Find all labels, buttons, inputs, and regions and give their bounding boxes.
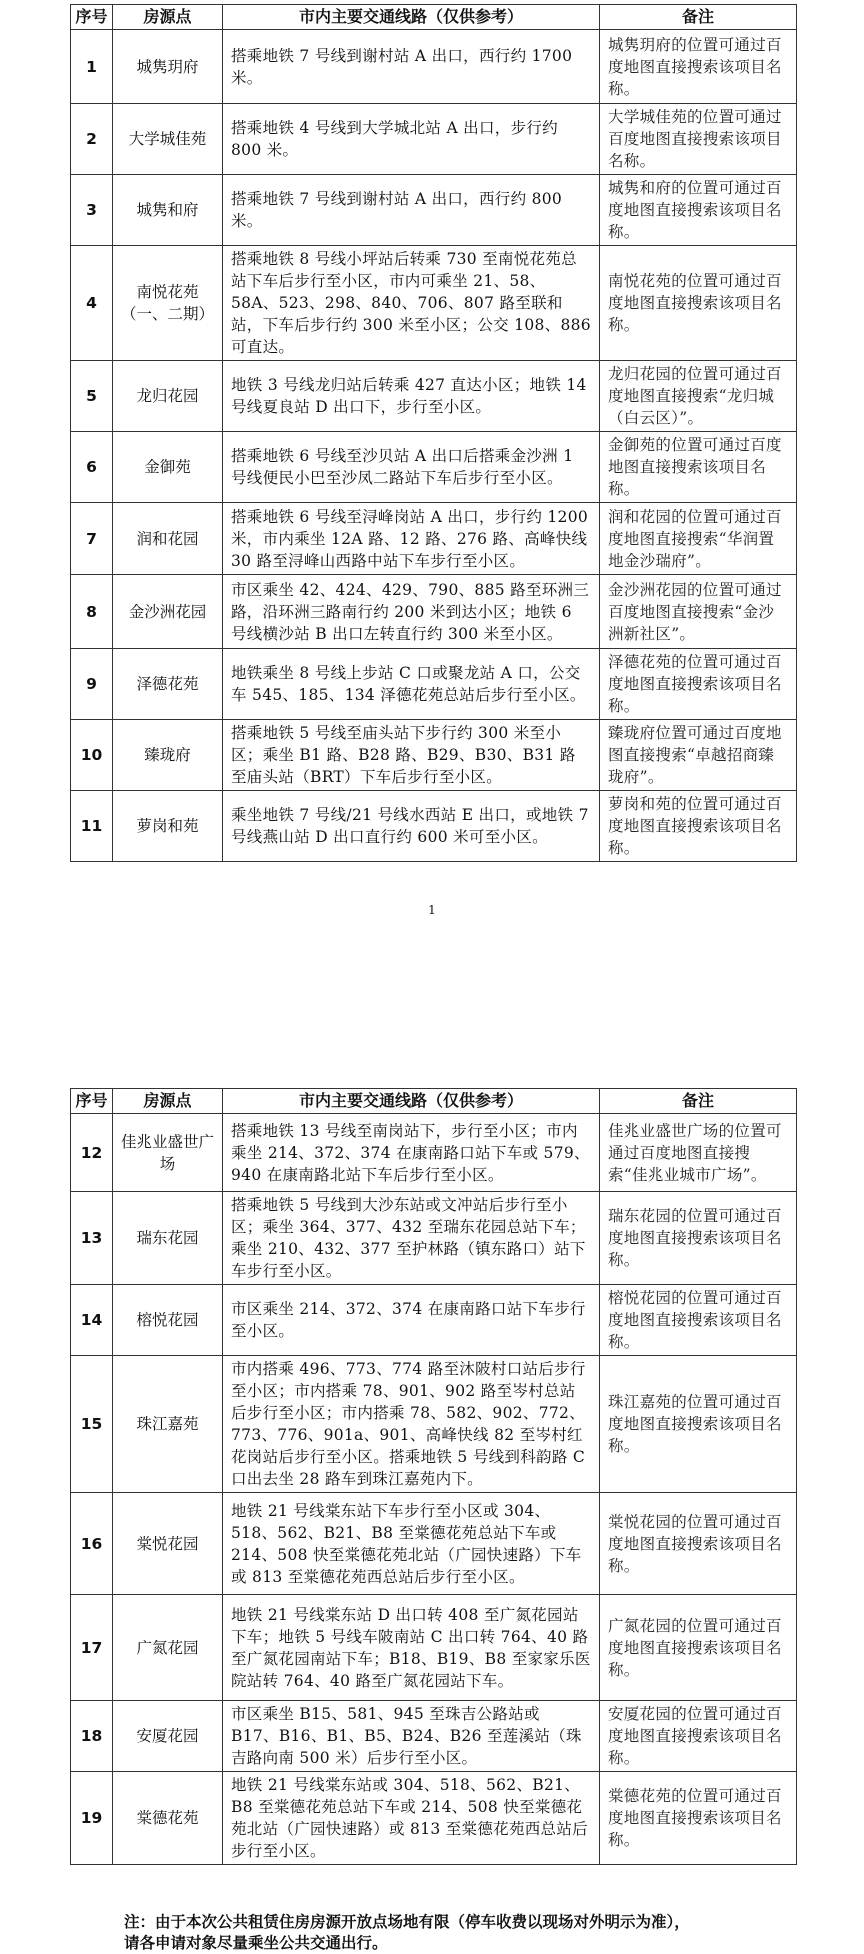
cell-housing-name: 佳兆业盛世广场 bbox=[113, 1114, 223, 1192]
cell-no: 7 bbox=[71, 503, 113, 575]
table-row bbox=[71, 1595, 797, 1701]
cell-housing-name: 泽德花苑 bbox=[113, 649, 223, 720]
table-row bbox=[71, 432, 797, 503]
table-row bbox=[71, 575, 797, 649]
cell-note: 大学城佳苑的位置可通过百度地图直接搜索该项目名称。 bbox=[600, 104, 797, 175]
header-name: 房源点 bbox=[113, 5, 223, 30]
cell-no: 4 bbox=[71, 246, 113, 361]
cell-note: 泽德花苑的位置可通过百度地图直接搜索该项目名称。 bbox=[600, 649, 797, 720]
cell-route: 地铁乘坐 8 号线上步站 C 口或聚龙站 A 口，公交车 545、185、134 泽德花苑总站后步行至小区。 bbox=[223, 649, 600, 720]
cell-route: 市区乘坐 B15、581、945 至珠吉公路站或 B17、B16、B1、B5、B24、B26 至莲溪站（珠吉路向南 500 米）后步行至小区。 bbox=[223, 1701, 600, 1772]
cell-route: 搭乘地铁 5 号线到大沙东站或文冲站后步行至小区；乘坐 364、377、432 至瑞东花园总站下车；乘坐 210、432、377 至护林路（镇东路口）站下车步行至小区。 bbox=[223, 1192, 600, 1285]
cell-housing-name: 萝岗和苑 bbox=[113, 791, 223, 862]
cell-route: 搭乘地铁 6 号线至浔峰岗站 A 出口，步行约 1200 米，市内乘坐 12A 路、12 路、276 路、高峰快线 30 路至浔峰山西路中站下车步行至小区。 bbox=[223, 503, 600, 575]
cell-no: 6 bbox=[71, 432, 113, 503]
table-row bbox=[71, 1285, 797, 1356]
table-row bbox=[71, 1772, 797, 1865]
header-name: 房源点 bbox=[113, 1089, 223, 1114]
table-row bbox=[71, 503, 797, 575]
page-number: 1 bbox=[428, 903, 436, 917]
header-route: 市内主要交通线路（仅供参考） bbox=[223, 5, 600, 30]
cell-note: 润和花园的位置可通过百度地图直接搜索“华润置地金沙瑞府”。 bbox=[600, 503, 797, 575]
page-2 bbox=[0, 1088, 864, 1865]
table-header-row bbox=[71, 5, 797, 30]
header-note: 备注 bbox=[600, 1089, 797, 1114]
table-row bbox=[71, 1356, 797, 1493]
page-1 bbox=[0, 0, 864, 917]
table-row bbox=[71, 649, 797, 720]
cell-note: 龙归花园的位置可通过百度地图直接搜索“龙归城（白云区）”。 bbox=[600, 361, 797, 432]
cell-route: 搭乘地铁 6 号线至沙贝站 A 出口后搭乘金沙洲 1 号线便民小巴至沙凤二路站下车后步行至小区。 bbox=[223, 432, 600, 503]
cell-note: 金沙洲花园的位置可通过百度地图直接搜索“金沙洲新社区”。 bbox=[600, 575, 797, 649]
header-note: 备注 bbox=[600, 5, 797, 30]
cell-no: 19 bbox=[71, 1772, 113, 1865]
cell-no: 13 bbox=[71, 1192, 113, 1285]
footnote-line-1: 注：由于本次公共租赁住房房源开放点场地有限（停车收费以现场对外明示为准）， bbox=[124, 1913, 690, 1931]
cell-housing-name: 安厦花园 bbox=[113, 1701, 223, 1772]
cell-housing-name: 龙归花园 bbox=[113, 361, 223, 432]
cell-no: 11 bbox=[71, 791, 113, 862]
table-row bbox=[71, 361, 797, 432]
housing-table-page2 bbox=[70, 1088, 797, 1865]
cell-route: 搭乘地铁 8 号线小坪站后转乘 730 至南悦花苑总站下车后步行至小区，市内可乘坐 21、58、58A、523、298、840、706、807 路至联和站，下车后步行约 300 米至小区；公交 108、886 可直达。 bbox=[223, 246, 600, 361]
table-row bbox=[71, 1192, 797, 1285]
footnote-line-2: 请各申请对象尽量乘坐公共交通出行。 bbox=[124, 1934, 388, 1952]
cell-housing-name: 城隽玥府 bbox=[113, 30, 223, 104]
cell-no: 10 bbox=[71, 720, 113, 791]
cell-no: 15 bbox=[71, 1356, 113, 1493]
table-row bbox=[71, 1701, 797, 1772]
cell-note: 城隽和府的位置可通过百度地图直接搜索该项目名称。 bbox=[600, 175, 797, 246]
cell-no: 14 bbox=[71, 1285, 113, 1356]
cell-route: 市内搭乘 496、773、774 路至沐陂村口站后步行至小区；市内搭乘 78、901、902 路至岑村总站后步行至小区；市内搭乘 78、582、902、772、773、776、901a、901、高峰快线 82 至岑村红花岗站后步行至小区。搭乘地铁 5 号线到科韵路 C 口出去坐 28 路车到珠江嘉苑内下。 bbox=[223, 1356, 600, 1493]
cell-route: 地铁 21 号线棠东站下车步行至小区或 304、518、562、B21、B8 至棠德花苑总站下车或 214、508 快至棠德花苑北站（广园快速路）下车或 813 至棠德花苑西总站后步行至小区。 bbox=[223, 1493, 600, 1595]
cell-no: 8 bbox=[71, 575, 113, 649]
cell-note: 臻珑府位置可通过百度地图直接搜索“卓越招商臻珑府”。 bbox=[600, 720, 797, 791]
cell-route: 地铁 21 号线棠东站 D 出口转 408 至广氮花园站下车；地铁 5 号线车陂南站 C 出口转 764、40 路至广氮花园南站下车；B18、B19、B8 至家家乐医院站转 764、40 路至广氮花园站下车。 bbox=[223, 1595, 600, 1701]
cell-route: 搭乘地铁 7 号线到谢村站 A 出口，西行约 1700 米。 bbox=[223, 30, 600, 104]
table-body bbox=[71, 30, 797, 862]
cell-no: 5 bbox=[71, 361, 113, 432]
table-header-row bbox=[71, 1089, 797, 1114]
cell-route: 乘坐地铁 7 号线/21 号线水西站 E 出口，或地铁 7 号线燕山站 D 出口直行约 600 米可至小区。 bbox=[223, 791, 600, 862]
cell-no: 3 bbox=[71, 175, 113, 246]
table-row bbox=[71, 175, 797, 246]
cell-route: 地铁 21 号线棠东站或 304、518、562、B21、B8 至棠德花苑总站下车或 214、508 快至棠德花苑北站（广园快速路）或 813 至棠德花苑西总站后步行至小区。 bbox=[223, 1772, 600, 1865]
cell-no: 16 bbox=[71, 1493, 113, 1595]
cell-housing-name: 城隽和府 bbox=[113, 175, 223, 246]
cell-housing-name: 棠德花苑 bbox=[113, 1772, 223, 1865]
cell-housing-name: 棠悦花园 bbox=[113, 1493, 223, 1595]
cell-no: 18 bbox=[71, 1701, 113, 1772]
cell-route: 搭乘地铁 7 号线到谢村站 A 出口，西行约 800 米。 bbox=[223, 175, 600, 246]
cell-no: 1 bbox=[71, 30, 113, 104]
table-row bbox=[71, 720, 797, 791]
table-row bbox=[71, 30, 797, 104]
header-route: 市内主要交通线路（仅供参考） bbox=[223, 1089, 600, 1114]
cell-housing-name: 臻珑府 bbox=[113, 720, 223, 791]
cell-housing-name: 榕悦花园 bbox=[113, 1285, 223, 1356]
cell-route: 搭乘地铁 5 号线至庙头站下步行约 300 米至小区；乘坐 B1 路、B28 路、B29、B30、B31 路至庙头站（BRT）下车后步行至小区。 bbox=[223, 720, 600, 791]
cell-route: 市区乘坐 42、424、429、790、885 路至环洲三路，沿环洲三路南行约 200 米到达小区；地铁 6 号线横沙站 B 出口左转直行约 300 米至小区。 bbox=[223, 575, 600, 649]
cell-housing-name: 瑞东花园 bbox=[113, 1192, 223, 1285]
cell-no: 12 bbox=[71, 1114, 113, 1192]
footnote bbox=[124, 1912, 824, 1954]
cell-note: 棠德花苑的位置可通过百度地图直接搜索该项目名称。 bbox=[600, 1772, 797, 1865]
cell-note: 萝岗和苑的位置可通过百度地图直接搜索该项目名称。 bbox=[600, 791, 797, 862]
table-row bbox=[71, 1114, 797, 1192]
table-row bbox=[71, 104, 797, 175]
cell-route: 搭乘地铁 13 号线至南岗站下，步行至小区；市内乘坐 214、372、374 在康南路口站下车或 579、940 在康南路北站下车后步行至小区。 bbox=[223, 1114, 600, 1192]
cell-note: 南悦花苑的位置可通过百度地图直接搜索该项目名称。 bbox=[600, 246, 797, 361]
header-no: 序号 bbox=[71, 1089, 113, 1114]
table-row bbox=[71, 791, 797, 862]
cell-note: 城隽玥府的位置可通过百度地图直接搜索该项目名称。 bbox=[600, 30, 797, 104]
cell-note: 安厦花园的位置可通过百度地图直接搜索该项目名称。 bbox=[600, 1701, 797, 1772]
header-no: 序号 bbox=[71, 5, 113, 30]
cell-no: 9 bbox=[71, 649, 113, 720]
housing-table-page1 bbox=[70, 4, 797, 862]
cell-note: 瑞东花园的位置可通过百度地图直接搜索该项目名称。 bbox=[600, 1192, 797, 1285]
cell-note: 广氮花园的位置可通过百度地图直接搜索该项目名称。 bbox=[600, 1595, 797, 1701]
cell-housing-name: 南悦花苑（一、二期） bbox=[113, 246, 223, 361]
cell-route: 市区乘坐 214、372、374 在康南路口站下车步行至小区。 bbox=[223, 1285, 600, 1356]
cell-no: 2 bbox=[71, 104, 113, 175]
cell-route: 搭乘地铁 4 号线到大学城北站 A 出口，步行约 800 米。 bbox=[223, 104, 600, 175]
cell-housing-name: 金沙洲花园 bbox=[113, 575, 223, 649]
cell-note: 金御苑的位置可通过百度地图直接搜索该项目名称。 bbox=[600, 432, 797, 503]
table-row bbox=[71, 246, 797, 361]
cell-housing-name: 金御苑 bbox=[113, 432, 223, 503]
cell-housing-name: 大学城佳苑 bbox=[113, 104, 223, 175]
table-body bbox=[71, 1114, 797, 1865]
cell-note: 榕悦花园的位置可通过百度地图直接搜索该项目名称。 bbox=[600, 1285, 797, 1356]
cell-note: 珠江嘉苑的位置可通过百度地图直接搜索该项目名称。 bbox=[600, 1356, 797, 1493]
table-row bbox=[71, 1493, 797, 1595]
cell-housing-name: 润和花园 bbox=[113, 503, 223, 575]
cell-note: 棠悦花园的位置可通过百度地图直接搜索该项目名称。 bbox=[600, 1493, 797, 1595]
cell-route: 地铁 3 号线龙归站后转乘 427 直达小区；地铁 14 号线夏良站 D 出口下，步行至小区。 bbox=[223, 361, 600, 432]
cell-note: 佳兆业盛世广场的位置可通过百度地图直接搜索“佳兆业城市广场”。 bbox=[600, 1114, 797, 1192]
cell-no: 17 bbox=[71, 1595, 113, 1701]
cell-housing-name: 广氮花园 bbox=[113, 1595, 223, 1701]
cell-housing-name: 珠江嘉苑 bbox=[113, 1356, 223, 1493]
